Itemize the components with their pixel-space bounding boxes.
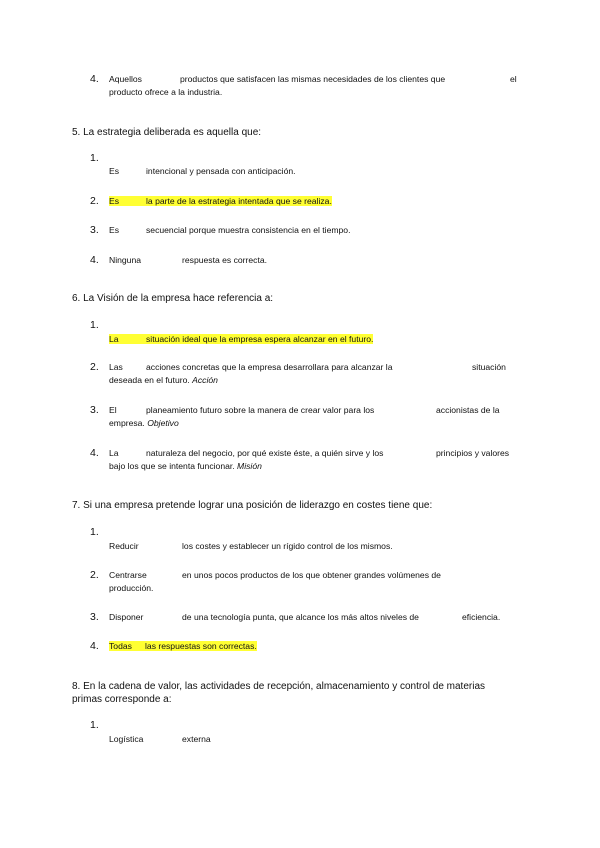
option-text bbox=[109, 611, 529, 624]
option-text bbox=[109, 640, 529, 653]
option-word: los costes y establecer un rígido control de los mismos. bbox=[182, 541, 393, 551]
option-number: 3. bbox=[90, 611, 99, 623]
option-line: deseada en el futuro. bbox=[109, 375, 190, 385]
option-text bbox=[109, 254, 529, 267]
option-word: en unos pocos productos de los que obtener grandes volúmenes de bbox=[182, 570, 441, 580]
highlighted-answer bbox=[109, 641, 257, 651]
option-text bbox=[109, 447, 529, 473]
option-word: situación ideal que la empresa espera alcanzar en el futuro. bbox=[146, 334, 374, 344]
question-line: 8. En la cadena de valor, las actividades de recepción, almacenamiento y control de materias bbox=[72, 681, 486, 692]
option-line: producto ofrece a la industria. bbox=[109, 87, 223, 97]
option-text bbox=[109, 224, 529, 237]
option-number: 1. bbox=[90, 152, 99, 164]
option-text bbox=[109, 333, 529, 346]
option-word: Centrarse bbox=[109, 570, 147, 580]
option-number: 2. bbox=[90, 361, 99, 373]
option-word: intencional y pensada con anticipación. bbox=[146, 166, 296, 176]
option-line: bajo los que se intenta funcionar. bbox=[109, 461, 235, 471]
question-7: 7. Si una empresa pretende lograr una posición de liderazgo en costes tiene que: bbox=[72, 500, 433, 511]
option-word: de una tecnología punta, que alcance los más altos niveles de bbox=[182, 612, 419, 622]
option-number: 1. bbox=[90, 526, 99, 538]
answer-note: Objetivo bbox=[147, 418, 179, 428]
option-word: productos que satisfacen las mismas necesidades de los clientes que bbox=[180, 74, 446, 84]
option-text bbox=[109, 569, 529, 595]
option-number: 1. bbox=[90, 319, 99, 331]
question-8 bbox=[72, 680, 532, 706]
question-5: 5. La estrategia deliberada es aquella que: bbox=[72, 127, 262, 138]
option-word: Ninguna bbox=[109, 255, 142, 265]
option-word: Aquellos bbox=[109, 74, 142, 84]
option-word: La bbox=[109, 448, 119, 458]
option-word: Logística bbox=[109, 734, 144, 744]
highlighted-answer bbox=[109, 196, 332, 206]
option-word: Es bbox=[109, 166, 120, 176]
option-number: 2. bbox=[90, 569, 99, 581]
option-number: 3. bbox=[90, 224, 99, 236]
option-word: Todas bbox=[109, 641, 132, 651]
option-word: situación bbox=[472, 362, 506, 372]
option-text bbox=[109, 733, 529, 746]
option-word: naturaleza del negocio, por qué existe éste, a quién sirve y los bbox=[146, 448, 384, 458]
question-line: primas corresponde a: bbox=[72, 694, 172, 705]
option-number: 4. bbox=[90, 640, 99, 652]
option-text bbox=[109, 404, 529, 430]
option-word: Es bbox=[109, 196, 120, 206]
option-text bbox=[109, 195, 529, 208]
option-word: externa bbox=[182, 734, 211, 744]
option-word: planeamiento futuro sobre la manera de crear valor para los bbox=[146, 405, 375, 415]
option-word: respuesta es correcta. bbox=[182, 255, 268, 265]
option-word: eficiencia. bbox=[462, 612, 501, 622]
option-number: 1. bbox=[90, 719, 99, 731]
option-word: secuencial porque muestra consistencia en el tiempo. bbox=[146, 225, 351, 235]
option-number: 4. bbox=[90, 254, 99, 266]
option-number: 4. bbox=[90, 447, 99, 459]
option-word: Es bbox=[109, 225, 120, 235]
answer-note: Misión bbox=[237, 461, 262, 471]
option-line: producción. bbox=[109, 583, 154, 593]
option-word: principios y valores bbox=[436, 448, 510, 458]
option-number: 4. bbox=[90, 73, 99, 85]
option-text bbox=[109, 165, 529, 178]
option-line: empresa. bbox=[109, 418, 145, 428]
answer-note: Acción bbox=[192, 375, 218, 385]
option-text bbox=[109, 73, 529, 99]
option-word: Reducir bbox=[109, 541, 139, 551]
option-word: el bbox=[510, 74, 517, 84]
option-word: Disponer bbox=[109, 612, 144, 622]
option-word: La bbox=[109, 334, 119, 344]
highlighted-answer bbox=[109, 334, 373, 344]
option-word: Las bbox=[109, 362, 123, 372]
question-6: 6. La Visión de la empresa hace referencia a: bbox=[72, 293, 274, 304]
option-text bbox=[109, 540, 529, 553]
option-number: 3. bbox=[90, 404, 99, 416]
option-word: accionistas de la bbox=[436, 405, 500, 415]
option-word: El bbox=[109, 405, 117, 415]
option-word: acciones concretas que la empresa desarrollara para alcanzar la bbox=[146, 362, 393, 372]
option-word: las respuestas son correctas. bbox=[145, 641, 257, 651]
option-word: la parte de la estrategia intentada que se realiza. bbox=[146, 196, 332, 206]
option-text bbox=[109, 361, 529, 387]
option-number: 2. bbox=[90, 195, 99, 207]
